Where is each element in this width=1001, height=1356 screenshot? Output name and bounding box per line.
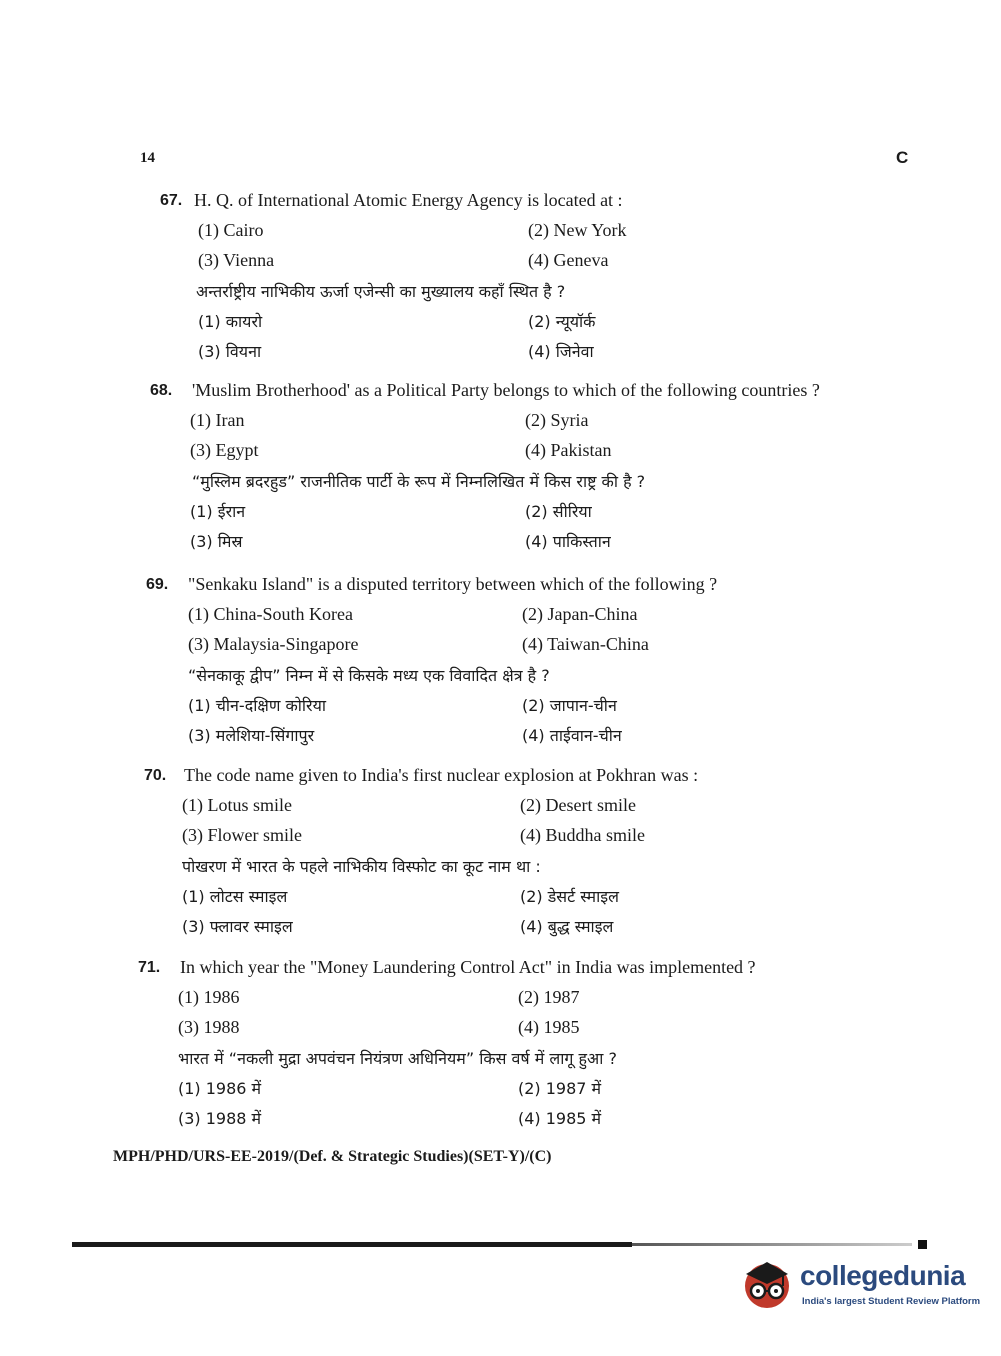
option-2: (2) Japan-China [522, 604, 638, 624]
question-70 [144, 765, 924, 945]
question-number: 68. [150, 382, 173, 399]
corner-mark [918, 1240, 927, 1249]
hindi-option-1: (1) कायरो [198, 312, 263, 331]
question-number: 67. [160, 192, 183, 209]
hindi-option-1: (1) लोटस स्माइल [182, 887, 288, 906]
question-69 [146, 574, 926, 754]
option-3: (3) 1988 [178, 1017, 240, 1037]
hindi-question-text: “मुस्लिम ब्रदरहुड” राजनीतिक पार्टी के रूप में निम्नलिखित में किस राष्ट्र की है ? [192, 472, 646, 491]
option-2: (2) Syria [525, 410, 589, 430]
brand-watermark [738, 1252, 981, 1316]
question-text: The code name given to India's first nuclear explosion at Pokhran was : [184, 765, 699, 785]
hindi-option-2: (2) सीरिया [525, 502, 592, 521]
option-4: (4) 1985 [518, 1017, 580, 1037]
question-68 [150, 380, 930, 560]
option-2: (2) 1987 [518, 987, 580, 1007]
hindi-option-3: (3) मिस्र [190, 532, 243, 551]
option-4: (4) Buddha smile [520, 825, 645, 845]
bottom-rule [72, 1242, 632, 1247]
option-4: (4) Geneva [528, 250, 609, 270]
hindi-option-3: (3) फ्लावर स्माइल [182, 917, 293, 936]
option-1: (1) 1986 [178, 987, 240, 1007]
hindi-option-4: (4) जिनेवा [528, 342, 594, 361]
option-1: (1) Lotus smile [182, 795, 292, 815]
set-code: C [896, 148, 909, 167]
option-2: (2) Desert smile [520, 795, 636, 815]
hindi-option-2: (2) 1987 में [518, 1079, 602, 1098]
hindi-question-text: “सेनकाकू द्वीप” निम्न में से किसके मध्य एक विवादित क्षेत्र है ? [188, 666, 550, 685]
hindi-option-3: (3) वियना [198, 342, 262, 361]
option-3: (3) Malaysia-Singapore [188, 634, 359, 654]
question-number: 70. [144, 767, 167, 784]
question-71 [138, 957, 928, 1137]
question-number: 69. [146, 576, 169, 593]
question-text: In which year the "Money Laundering Control Act" in India was implemented ? [180, 957, 756, 977]
brand-name: collegedunia [800, 1260, 966, 1291]
hindi-option-1: (1) चीन-दक्षिण कोरिया [188, 696, 327, 715]
hindi-option-1: (1) 1986 में [178, 1079, 262, 1098]
page-number: 14 [140, 150, 155, 166]
option-1: (1) Cairo [198, 220, 264, 240]
hindi-option-2: (2) डेसर्ट स्माइल [520, 887, 619, 906]
option-4: (4) Pakistan [525, 440, 612, 460]
option-2: (2) New York [528, 220, 627, 240]
hindi-question-text: पोखरण में भारत के पहले नाभिकीय विस्फोट का कूट नाम था : [182, 857, 541, 876]
hindi-option-3: (3) 1988 में [178, 1109, 262, 1128]
brand-logo-icon [738, 1254, 796, 1312]
question-number: 71. [138, 959, 161, 976]
hindi-option-3: (3) मलेशिया-सिंगापुर [188, 726, 315, 745]
hindi-option-4: (4) पाकिस्तान [525, 532, 611, 551]
option-1: (1) Iran [190, 410, 245, 430]
bottom-rule-fade [632, 1243, 912, 1246]
hindi-option-4: (4) ताईवान-चीन [522, 726, 622, 745]
option-3: (3) Flower smile [182, 825, 302, 845]
hindi-option-4: (4) बुद्ध स्माइल [520, 917, 614, 936]
hindi-option-2: (2) न्यूयॉर्क [528, 312, 596, 331]
hindi-question-text: भारत में “नकली मुद्रा अपवंचन नियंत्रण अधिनियम” किस वर्ष में लागू हुआ ? [178, 1049, 617, 1068]
option-3: (3) Vienna [198, 250, 275, 270]
question-text: H. Q. of International Atomic Energy Agency is located at : [194, 190, 623, 210]
question-text: "Senkaku Island" is a disputed territory between which of the following ? [188, 574, 718, 594]
option-1: (1) China-South Korea [188, 604, 353, 624]
option-4: (4) Taiwan-China [522, 634, 649, 654]
question-67 [160, 190, 920, 370]
hindi-option-2: (2) जापान-चीन [522, 696, 617, 715]
hindi-option-4: (4) 1985 में [518, 1109, 602, 1128]
paper-code-footer: MPH/PHD/URS-EE-2019/(Def. & Strategic Studies)(SET-Y)/(C) [113, 1148, 552, 1165]
hindi-question-text: अन्तर्राष्ट्रीय नाभिकीय ऊर्जा एजेन्सी का मुख्यालय कहाँ स्थित है ? [196, 282, 566, 301]
brand-tagline: India's largest Student Review Platform [802, 1296, 981, 1307]
question-text: 'Muslim Brotherhood' as a Political Party belongs to which of the following countries ? [192, 380, 820, 400]
option-3: (3) Egypt [190, 440, 259, 460]
hindi-option-1: (1) ईरान [190, 502, 246, 521]
